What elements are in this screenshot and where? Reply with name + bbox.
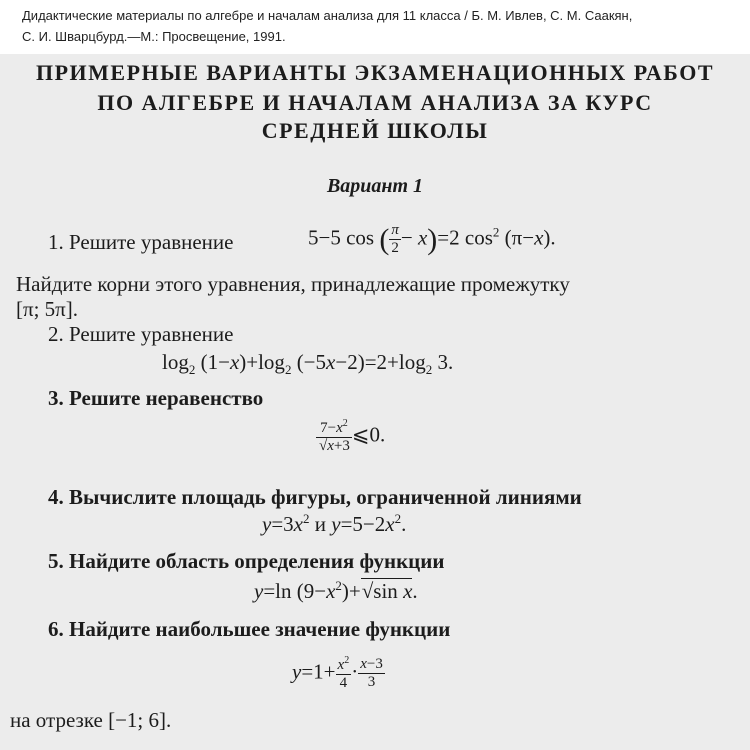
source-line-2: С. И. Шварцбурд.—М.: Просвещение, 1991. xyxy=(22,29,286,44)
task-1 xyxy=(48,230,233,255)
task-3 xyxy=(48,386,263,411)
task-6-function: y=1+ $\frac{x^2}{4}$ · $\frac{x-3}{3}$ xyxy=(292,655,383,692)
variant-title: Вариант 1 xyxy=(326,175,424,197)
task-5 xyxy=(48,549,444,574)
task-6-text: Найдите наибольшее значение функции xyxy=(69,617,451,641)
task-4-curves: $y=3x^2$ и $y=5-2x^2$. xyxy=(262,511,407,536)
task-4-number: 4. xyxy=(48,485,64,509)
task-6-number: 6. xyxy=(48,617,64,641)
heading-line-1: ПРИМЕРНЫЕ ВАРИАНТЫ ЭКЗАМЕНАЦИОННЫХ РАБОТ xyxy=(36,60,714,85)
task-1-extra-line-1: Найдите корни этого уравнения, принадлежащие промежутку xyxy=(16,272,570,296)
task-5-number: 5. xyxy=(48,549,64,573)
task-4 xyxy=(48,485,582,510)
task-1-equation: 5−5 cos ( $\frac{\pi}{2}$ − x)=2 $\cos^2 (\pi-x)$. xyxy=(308,222,556,257)
task-1-extra-line-2: [π; 5π]. xyxy=(16,297,79,321)
task-5-function: y=ln $(9-x^2)+√\sin$ x. xyxy=(254,578,418,603)
task-2-text: Решите уравнение xyxy=(69,322,234,346)
task-2-equation: $\log_2 (1-x)+\log_2$ $(-5x-2)=2+\log_2$ 3. xyxy=(162,350,454,378)
task-4-conjunction: и xyxy=(314,512,326,536)
task-3-text: Решите неравенство xyxy=(69,386,264,410)
task-1-number: 1. xyxy=(48,230,64,254)
task-5-text: Найдите область определения функции xyxy=(69,549,445,573)
heading-line-2: ПО АЛГЕБРЕ И НАЧАЛАМ АНАЛИЗА ЗА КУРС xyxy=(97,90,653,115)
task-1-text: Решите уравнение xyxy=(69,230,234,254)
source-line-1: Дидактические материалы по алгебре и началам анализа для 11 класса / Б. М. Ивлев, С. М. Саакян, xyxy=(22,8,633,23)
task-4-text: Вычислите площадь фигуры, ограниченной линиями xyxy=(69,485,582,509)
source-citation xyxy=(0,0,750,54)
task-6 xyxy=(48,617,450,642)
heading-line-3: СРЕДНЕЙ ШКОЛЫ xyxy=(261,118,489,143)
task-3-inequality: $\frac{7-x^2}{√x+3}$ ⩽0. xyxy=(316,418,385,456)
task-2 xyxy=(48,322,233,347)
task-2-number: 2. xyxy=(48,322,64,346)
task-6-interval: на отрезке [−1; 6]. xyxy=(10,708,172,732)
task-3-number: 3. xyxy=(48,386,64,410)
